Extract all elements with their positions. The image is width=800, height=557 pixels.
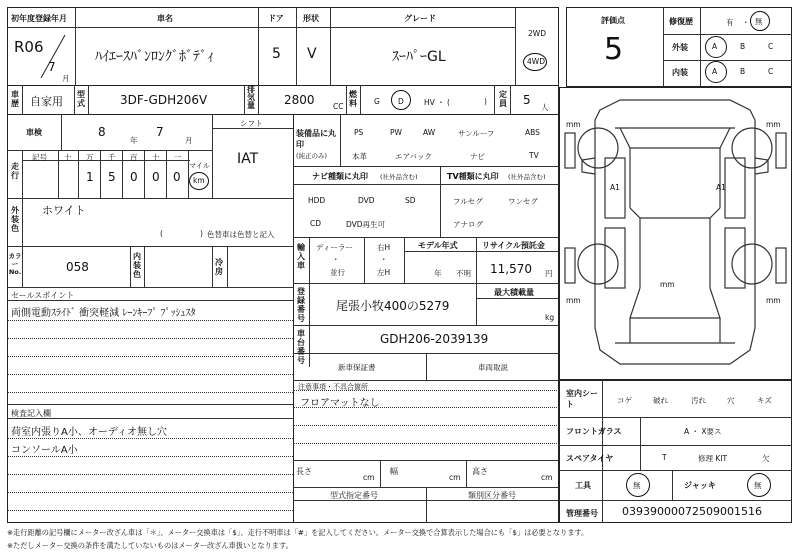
length-cm: cm: [363, 473, 375, 482]
windshield-label: フロントガラス: [566, 427, 622, 436]
inspector-line2: コンソールA小: [11, 445, 78, 456]
displacement-value: 2800: [284, 93, 315, 107]
mileage-digit: 5: [108, 170, 116, 184]
col-divider: [100, 150, 101, 198]
interior-label: 内装: [672, 68, 688, 77]
score-value: 5: [604, 32, 624, 67]
drive-2wd: 2WD: [528, 29, 546, 38]
fuel-d: D: [398, 97, 404, 106]
tire-mm: mm: [566, 296, 581, 305]
colorno-label: カラーNo.: [8, 252, 22, 276]
col-divider: [227, 246, 228, 287]
mileage-label: 走行: [11, 162, 19, 180]
mileage-unit: 十: [64, 153, 72, 162]
import-top: [293, 237, 559, 238]
spare-label: スペアタイヤ: [566, 454, 614, 463]
navi-item: SD: [405, 196, 416, 205]
mileage-digit: 0: [130, 170, 138, 184]
inspector-line1: 荷室内張りA小、オーディオ無し穴: [11, 427, 168, 438]
col-divider: [88, 85, 89, 114]
repair-no: 無: [755, 17, 763, 26]
equipment-divider: [340, 114, 341, 166]
col-divider: [22, 246, 23, 287]
col-divider: [309, 283, 310, 367]
chassis-label: 車台番号: [297, 329, 305, 365]
width-label: 幅: [390, 467, 398, 476]
col-divider: [404, 237, 405, 283]
col-divider: [58, 150, 59, 198]
notes-value: フロアマットなし: [300, 398, 380, 409]
car-diagram: [560, 88, 791, 379]
import-dot: ・: [380, 255, 388, 264]
sales-line: [7, 320, 293, 321]
jack-label: ジャッキ: [684, 481, 716, 490]
grade-label: グレード: [404, 14, 436, 23]
col-divider: [330, 7, 331, 85]
maxload-line: [476, 298, 559, 299]
equip-item: ナビ: [470, 152, 485, 161]
import-row-bottom: [293, 283, 559, 284]
cc-unit: CC: [333, 102, 344, 111]
navi-sub: (社外品含む): [380, 173, 418, 181]
repair-sep: ・: [742, 18, 750, 27]
notes-line: [293, 443, 559, 444]
mgmt-label: 管理番号: [566, 509, 598, 518]
import-label: 輸入車: [297, 243, 305, 270]
tv-item: フルセグ: [453, 197, 483, 206]
model-value: 3DF-GDH206V: [120, 93, 208, 107]
first-reg-era: R06: [14, 38, 44, 56]
navi-item: HDD: [308, 196, 326, 205]
footer-line2: ※ただしメーター交換の条件を満たしていないものはメーター改ざん車扱いとなります。: [7, 541, 293, 550]
inspector-label: 検査記入欄: [11, 409, 51, 418]
km-label: km: [193, 176, 205, 185]
equip-item: 本革: [352, 152, 367, 161]
col-divider: [309, 237, 310, 283]
notes-line: [293, 425, 559, 426]
body-shape: V: [307, 46, 317, 62]
sales-line: [7, 356, 293, 357]
col-divider: [515, 7, 516, 85]
inspection-month-unit: 月: [185, 136, 193, 145]
maxload-label: 最大積載量: [494, 288, 534, 297]
col-divider: [22, 85, 23, 114]
registration-value: 尾張小牧400の5279: [336, 299, 450, 313]
inspector-line: [7, 492, 293, 493]
jack-value: 無: [754, 481, 762, 490]
width-cm: cm: [449, 473, 461, 482]
a1-right: A1: [716, 183, 726, 192]
navi-label: ナビ種類に丸印: [312, 172, 368, 181]
equip-item: TV: [529, 151, 539, 160]
sheet-item: コゲ: [617, 396, 632, 405]
fuel-g: G: [374, 97, 380, 106]
repair-yes: 有: [726, 18, 734, 27]
mileage-symbol-label: 記号: [32, 153, 47, 162]
sales-line: [7, 374, 293, 375]
inspector-line: [7, 474, 293, 475]
mileage-digit: 0: [152, 170, 160, 184]
mgmt-value: 03939000072509001516: [622, 505, 762, 518]
spare-kit: 修理 KIT: [698, 454, 728, 463]
model-label: 型式: [77, 90, 85, 108]
col-divider: [130, 246, 131, 287]
import-header-line: [404, 251, 559, 252]
color-paren: (: [160, 229, 163, 238]
color-row-bottom: [7, 246, 293, 247]
fuel-close: ): [484, 97, 487, 106]
tools-divider: [672, 470, 673, 500]
color-value: ホワイト: [42, 204, 86, 217]
colorno-value: 058: [66, 260, 89, 274]
usage-value: 自家用: [30, 95, 63, 108]
typespec-divider: [426, 487, 427, 523]
month-unit: 月: [62, 74, 70, 83]
grade-divider: [700, 7, 701, 87]
header-divider: [7, 27, 515, 28]
first-reg-month: 7: [48, 60, 56, 74]
row2-bottom: [7, 114, 559, 115]
exterior-label: 外装: [672, 43, 688, 52]
sales-row-bottom: [7, 404, 293, 405]
interior-a: A: [712, 67, 718, 76]
spare-divider: [640, 445, 641, 470]
mileage-unit: 百: [130, 153, 138, 162]
class-label: 類別区分番号: [468, 491, 516, 500]
interior-color-label: 内装色: [133, 252, 141, 279]
navi-item: DVD: [358, 196, 375, 205]
mileage-unit: 千: [108, 153, 116, 162]
inspection-year: 8: [98, 125, 106, 139]
inspection-row-bottom: [7, 150, 212, 151]
equip-item: エアバック: [395, 152, 432, 161]
fuel-hv: HV ・ (: [424, 98, 450, 107]
tv-label: TV種類に丸印: [447, 172, 499, 181]
interior-b: B: [740, 67, 746, 76]
mileage-digit: 0: [173, 170, 181, 184]
shift-value: IAT: [237, 151, 259, 167]
registration-row-bottom: [293, 325, 559, 326]
spare-t: T: [662, 453, 667, 462]
equip-item: PS: [354, 128, 364, 137]
tv-item: ワンセグ: [508, 197, 538, 206]
sheet-item: 汚れ: [691, 396, 706, 405]
maxload-kg: kg: [545, 313, 555, 322]
mileage-row-bottom: [7, 198, 293, 199]
first-reg-label: 初年度登録年月: [11, 14, 67, 23]
mileage-unit: 万: [86, 153, 94, 162]
col-divider: [74, 85, 75, 114]
spare-none: 欠: [762, 454, 770, 463]
sales-line: [7, 392, 293, 393]
grade-divider: [663, 7, 664, 87]
grade-value: ｽｰﾊﾟｰGL: [392, 49, 446, 65]
inspection-label: 車検: [26, 128, 42, 137]
model-year-label: モデル年式: [418, 241, 458, 250]
col-divider: [380, 460, 381, 487]
score-label: 評価点: [601, 16, 625, 25]
mileage-label-divider: [22, 150, 23, 198]
condition-line: [559, 417, 792, 418]
capacity-label: 定員: [499, 90, 507, 108]
recycle-yen: 円: [545, 269, 553, 278]
drive-4wd: 4WD: [527, 57, 545, 66]
condition-line: [559, 470, 792, 471]
windshield-value: A ・ X要ス: [684, 427, 722, 436]
navi-tv-divider: [440, 166, 441, 237]
height-cm: cm: [541, 473, 553, 482]
col-divider: [296, 7, 297, 85]
door-count: 5: [272, 46, 281, 62]
navi-header-line: [293, 184, 559, 185]
import-right-h: 右H: [377, 243, 391, 252]
ac-label: 冷房: [215, 258, 223, 276]
chassis-value: GDH206-2039139: [380, 332, 489, 346]
col-divider: [188, 150, 189, 198]
door-label: ドア: [268, 14, 284, 23]
inspector-line: [7, 438, 293, 439]
color-paren-close: ): [200, 229, 203, 238]
condition-line: [559, 445, 792, 446]
usage-label: 車歴: [11, 90, 19, 108]
recycle-label: リサイクル預託金: [482, 241, 545, 250]
inspection-year-unit: 年: [130, 136, 138, 145]
import-dealer: ディーラー: [316, 243, 353, 252]
dimensions-top: [293, 460, 559, 461]
col-divider: [476, 283, 477, 325]
import-parallel: 並行: [330, 268, 345, 277]
tire-mm: mm: [566, 120, 581, 129]
capacity-unit: 人: [541, 103, 549, 112]
notes-line: [293, 407, 559, 408]
color-note: 色替車は色替と記入: [207, 230, 275, 239]
exterior-b: B: [740, 42, 746, 51]
col-divider: [144, 150, 145, 198]
notes-header-line: [293, 390, 559, 391]
sheet-item: 穴: [727, 396, 735, 405]
recycle-value: 11,570: [490, 262, 532, 276]
height-label: 高さ: [472, 467, 488, 476]
model-year-unit: 年: [434, 269, 442, 278]
displacement-label: 排気量: [247, 85, 255, 110]
windshield-divider: [640, 417, 641, 445]
car-name-label: 車名: [157, 14, 173, 23]
col-divider: [364, 237, 365, 283]
warranty-new-car: 新車保証書: [338, 363, 376, 372]
mileage-header-line: [22, 160, 190, 161]
col-divider: [122, 150, 123, 198]
interior-c: C: [768, 67, 774, 76]
inspector-line: [7, 456, 293, 457]
shift-label: シフト: [240, 119, 263, 128]
col-divider: [166, 150, 167, 198]
col-divider: [212, 246, 213, 287]
col-divider: [258, 85, 259, 114]
col-divider: [75, 7, 76, 85]
mile-label: マイル: [189, 162, 210, 170]
col-divider: [510, 85, 511, 114]
col-divider: [78, 150, 79, 198]
colorno-row-bottom: [7, 287, 293, 288]
tire-mm: mm: [660, 280, 675, 289]
navi-item: CD: [310, 219, 322, 228]
equip-item: AW: [423, 128, 436, 137]
exterior-a: A: [712, 42, 718, 51]
mileage-digit: 1: [86, 170, 94, 184]
row1-bottom: [7, 85, 559, 86]
fuel-label: 燃料: [349, 90, 357, 108]
condition-line: [559, 500, 792, 501]
col-divider: [258, 7, 259, 85]
a1-left: A1: [610, 183, 620, 192]
col-divider: [494, 85, 495, 114]
tools-label: 工具: [575, 481, 591, 490]
warranty-manual: 車両取説: [478, 363, 508, 372]
grade-line: [663, 60, 792, 61]
color-label: 外装色: [11, 206, 19, 233]
sheet-item: キズ: [757, 396, 772, 405]
sales-point-value: 両側電動ｽﾗｲﾄﾞ 衝突軽減 ﾚｰﾝｷｰﾌﾟ ﾌﾟｯｼｭｽﾀ: [11, 308, 196, 319]
equipment-row-bottom: [293, 166, 559, 167]
col-divider: [360, 85, 361, 114]
equip-item: サンルーフ: [458, 129, 495, 138]
sheet-label: 室内シート: [566, 389, 598, 409]
tools-value: 無: [633, 481, 641, 490]
equip-item: PW: [390, 128, 402, 137]
exterior-c: C: [768, 42, 774, 51]
sales-line: [7, 338, 293, 339]
warranty-row-bottom: [293, 380, 559, 381]
equipment-sub: (純正のみ): [296, 152, 328, 160]
warranty-divider: [426, 353, 427, 380]
repair-label: 修復歴: [669, 17, 693, 26]
col-divider: [61, 114, 62, 150]
tv-sub: (社外品含む): [508, 173, 546, 181]
capacity-value: 5: [523, 93, 531, 107]
footer-line1: ※走行距離の記号欄にメーター改ざん車は「＊」、メーター交換車は「$」、走行不明車は「#」を記入してください。メーター交換で合算表示した場合にも「$」は必要となります。: [7, 528, 589, 537]
shift-divider: [212, 114, 213, 198]
length-label: 長さ: [296, 467, 312, 476]
registration-label: 登録番号: [297, 287, 305, 323]
tire-mm: mm: [766, 120, 781, 129]
model-year-unknown: 不明: [456, 269, 471, 278]
typespec-label: 型式指定番号: [330, 491, 378, 500]
import-left-h: 左H: [377, 268, 391, 277]
tire-mm: mm: [766, 296, 781, 305]
equipment-label: 装備品に丸印: [296, 129, 336, 149]
col-divider: [346, 85, 347, 114]
condition-label-divider: [602, 380, 603, 523]
left-col-edge: [293, 114, 294, 523]
col-divider: [244, 85, 245, 114]
notes-label: 注意事項・不具合箇所: [298, 383, 368, 391]
sheet-item: 破れ: [653, 396, 668, 405]
inspection-month: 7: [156, 125, 164, 139]
import-dot: ・: [332, 255, 340, 264]
equip-item: ABS: [525, 128, 540, 137]
mileage-unit: 十: [152, 153, 160, 162]
tv-item: アナログ: [453, 220, 483, 229]
col-divider: [144, 246, 145, 287]
grade-line: [663, 34, 792, 35]
mileage-unit: 一: [174, 153, 182, 162]
col-divider: [466, 460, 467, 487]
inspector-line: [7, 510, 293, 511]
shape-label: 形状: [303, 14, 319, 23]
sales-point-label: セールスポイント: [11, 291, 75, 300]
color-label-divider: [22, 198, 23, 246]
col-divider: [476, 237, 477, 283]
navi-item: DVD再生可: [346, 220, 386, 229]
car-name: ﾊｲｴｰｽﾊﾞﾝﾛﾝｸﾞﾎﾞﾃﾞｨ: [95, 49, 214, 65]
